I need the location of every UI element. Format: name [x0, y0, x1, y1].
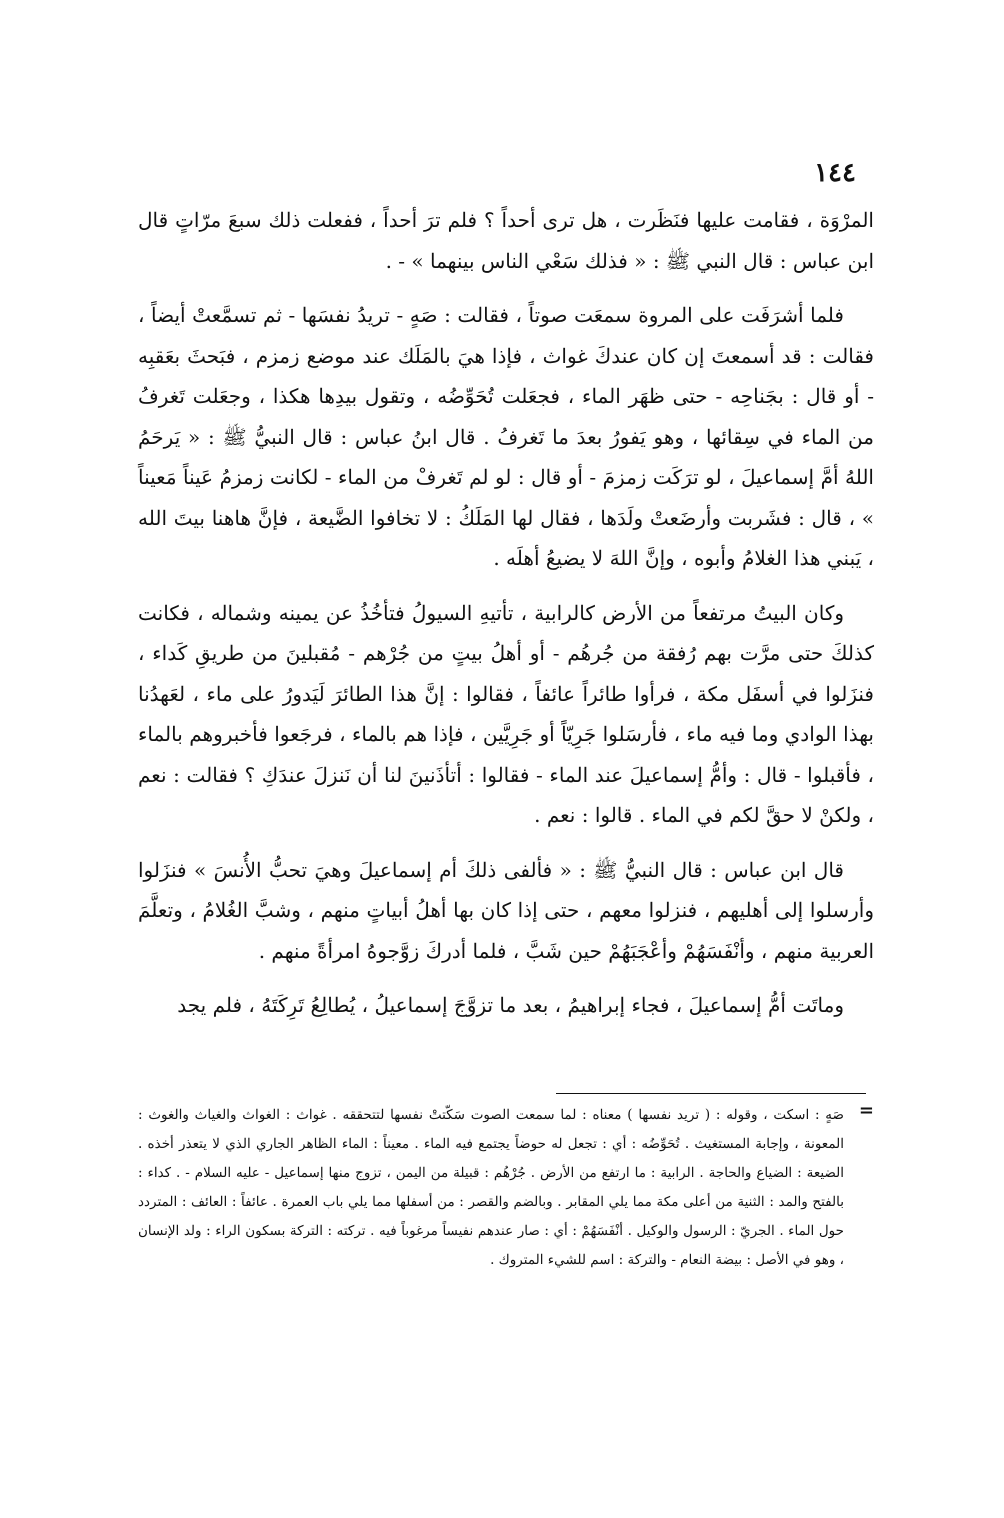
footnote-text: صَهٍ : اسكت ، وقوله : ( تريد نفسها ) معناه : لما سمعت الصوت سَكّتتْ نفسها لتتحققه . غواث : الغواث والغياث والغوث : المعونة ، وإجابة المستغيث . تُحَوِّضُه : أي : تجعل له حوضاً يجتمع فيه الماء . معيناً : الماء الظاهر الجاري الذي لا يتعذر أخذه . الضيعة : الضياع والحاجة . الرابية : ما ارتفع من الأرض . جُرْهُم : قبيلة من اليمن ، تزوج منها إسماعيل - عليه السلام - . كداء : بالفتح والمد : الثنية من أعلى مكة مما يلي المقابر . وبالضم والقصر : من أسفلها مما يلي باب العمرة . عائفاً : العائف : المتردد حول الماء . الجريّ : الرسول والوكيل . أنْفَسَهُمْ : أي : صار عندهم نفيساً مرغوباً فيه . تركته : التركة بسكون الراء : ولد الإنسان ، وهو في الأصل : بيضة النعام - والتركة : اسم للشيء المتروك . — [138, 1107, 844, 1268]
paragraph-2: فلما أشرَفَت على المروة سمعَت صوتاً ، فقالت : صَهٍ - تريدُ نفسَها - ثم تسمَّعتْ أيضاً ، فقالت : قد أسمعتَ إن كان عندكَ غواث ، فإذا هيَ بالمَلَك عند موضع زمزم ، فبَحثَ بعَقبِه - أو قال : بجَناحِه - حتى ظهَر الماء ، فجعَلت تُحَوِّضُه ، وتقول بيدِها هكذا ، وجعَلت تَغرفُ من الماء في سِقائها ، وهو يَفورُ بعدَ ما تَغرفُ . قال ابنُ عباس : قال النبيُّ ﷺ : « يَرحَمُ اللهُ أمَّ إسماعيلَ ، لو ترَكَت زمزمَ - أو قال : لو لم تَغرفْ من الماء - لكانت زمزمُ عَيناً مَعيناً » ، قال : فشَربت وأرضَعتْ ولَدَها ، فقال لها المَلَكُ : لا تخافوا الضَّيعة ، فإنَّ هاهنا بيتَ الله ، يَبني هذا الغلامُ وأبوه ، وإنَّ اللهَ لا يضيعُ أهلَه . — [138, 303, 874, 570]
page-number: ١٤٤ — [814, 158, 856, 188]
footnote-continuation-marker: = — [858, 1100, 874, 1121]
paragraph-1: المرْوَة ، فقامت عليها فنَظَرت ، هل ترى أحداً ؟ فلم ترَ أحداً ، ففعلت ذلك سبعَ مرّاتٍ قال ابن عباس : قال النبي ﷺ : « فذلك سَعْي الناس بينهما » - . — [138, 208, 874, 273]
footnote-divider — [556, 1093, 866, 1094]
paragraph-4: قال ابن عباس : قال النبيُّ ﷺ : « فألفى ذلكَ أم إسماعيلَ وهيَ تحبُّ الأُنسَ » فنزَلوا وأرسلوا إلى أهليهم ، فنزلوا معهم ، حتى إذا كان بها أهلُ أبياتٍ منهم ، وشبَّ الغُلامُ ، وتعلَّمَ العربية منهم ، وأنْفَسَهُمْ وأعْجَبَهُمْ حين شَبَّ ، فلما أدركَ زوَّجوهُ امرأةً منهم . — [138, 857, 874, 963]
paragraph-5: وماتَت أمُّ إسماعيلَ ، فجاء إبراهيمُ ، بعد ما تزوَّجَ إسماعيلُ ، يُطالِعُ تَرِكَتَهُ ، فلم يجد — [177, 993, 844, 1017]
paragraph-3: وكان البيتُ مرتفعاً من الأرض كالرابية ، تأتيهِ السيولُ فتأخُذُ عن يمينه وشماله ، فكانت كذلكَ حتى مرَّت بهم رُفقة من جُرهُم - أو أهلُ بيتٍ من جُرْهم - مُقبلينَ من طريقِ كَداء ، فنزَلوا في أسفَل مكة ، فرأوا طائراً عائفاً ، فقالوا : إنَّ هذا الطائرَ لَيَدورُ على ماء ، لعَهدُنا بهذا الوادي وما فيه ماء ، فأرسَلوا جَرِيّاً أو جَرِيَّين ، فإذا هم بالماء ، فرجَعوا فأخبروهم بالماء ، فأقبلوا - قال : وأمُّ إسماعيلَ عند الماء - فقالوا : أتأذَنينَ لنا أن نَنزلَ عندَكِ ؟ فقالت : نعم ، ولكنْ لا حقَّ لكم في الماء . قالوا : نعم . — [138, 600, 874, 827]
main-text — [138, 200, 874, 1040]
